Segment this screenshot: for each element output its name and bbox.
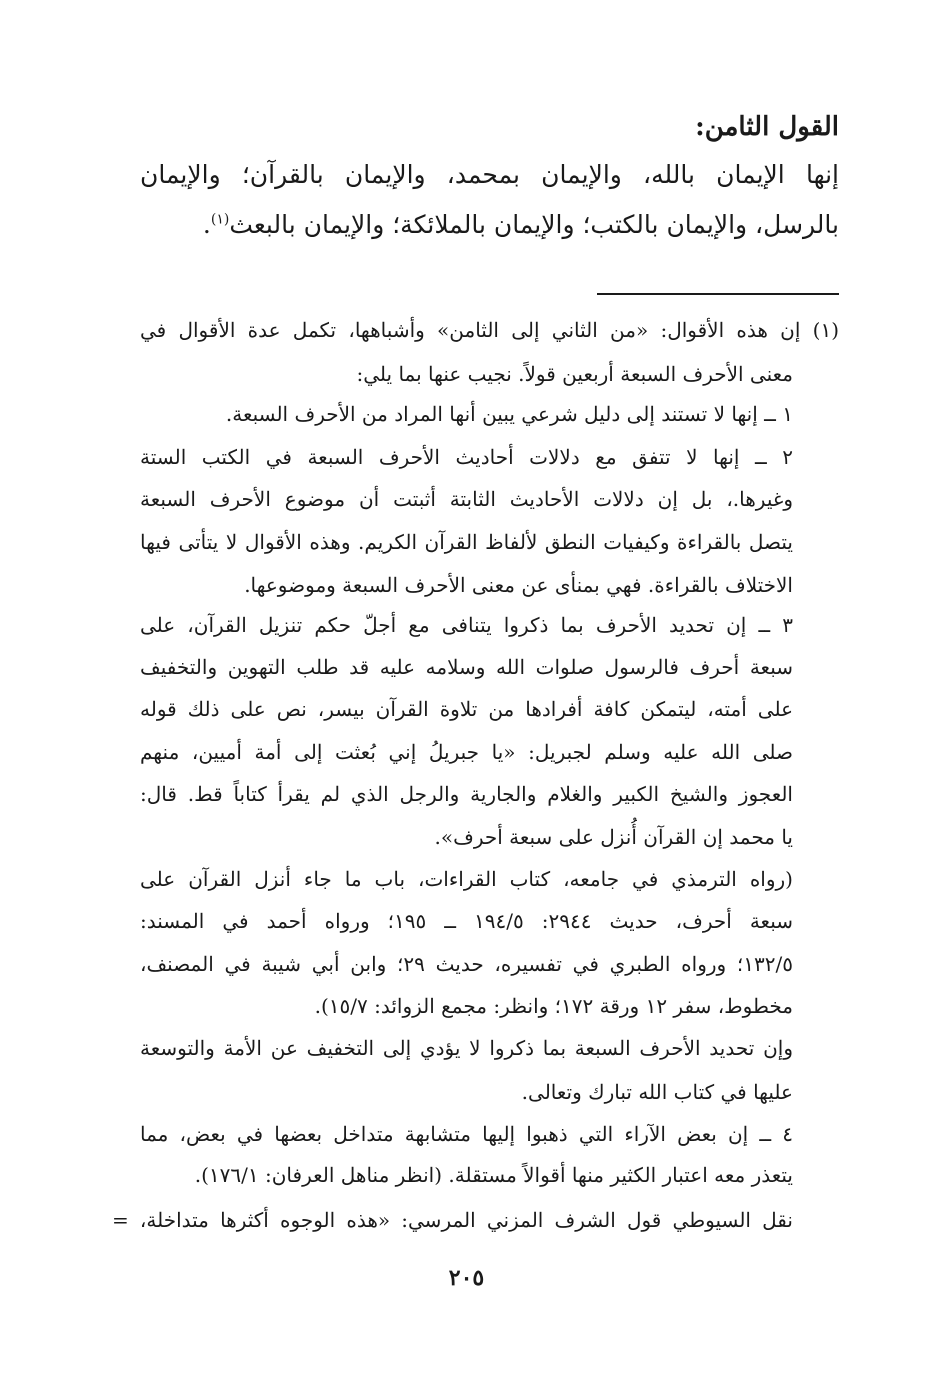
footnote-line: ٢ ــ إنها لا تتفق مع دلالات أحاديث الأحرف السبعة في الكتب الستة (140, 445, 793, 469)
footnote-line: الاختلاف بالقراءة. فهي بمنأى عن معنى الأحرف السبعة وموضوعها. (244, 573, 793, 597)
footnote-line: صلى الله عليه وسلم لجبريل: «يا جبريلُ إني بُعثت إلى أمة أميين، منهم (140, 740, 793, 764)
footnote-line: يتصل بالقراءة وكيفيات النطق لألفاظ القرآن الكريم. وهذه الأقوال لا يتأتى فيها (140, 530, 793, 554)
footnote-line: وغيرها.، بل إن دلالات الأحاديث الثابتة أثبتت أن موضوع الأحرف السبعة (140, 487, 793, 511)
footnote-line: معنى الأحرف السبعة أربعين قولاً. نجيب عنها بما يلي: (356, 362, 793, 386)
footnote-line: ٣ ــ إن تحديد الأحرف بما ذكروا يتنافى مع أجلّ حكم تنزيل القرآن، على (140, 613, 793, 637)
footnote-line: ١ ــ إنها لا تستند إلى دليل شرعي يبين أنها المراد من الأحرف السبعة. (225, 402, 793, 426)
main-text-line-2 (140, 210, 839, 239)
footnote-line: سبعة أحرف فالرسول صلوات الله وسلامه عليه قد طلب التهوين والتخفيف (140, 655, 793, 679)
footnote-line: يا محمد إن القرآن أُنزل على سبعة أحرف». (434, 825, 793, 849)
footnote-line: عليها في كتاب الله تبارك وتعالى. (521, 1080, 793, 1104)
footnote-line: يتعذر معه اعتبار الكثير منها أقوالاً مستقلة. (انظر مناهل العرفان: ١٧٦/١). (194, 1163, 793, 1187)
footnote-line: مخطوط، سفر ١٢ ورقة ١٧٢؛ وانظر: مجمع الزوائد: ١٥/٧). (314, 994, 793, 1018)
main-text-line-2-body: بالرسل، والإيمان بالكتب؛ والإيمان بالملائكة؛ والإيمان بالبعث (229, 210, 839, 239)
footnote-line: وإن تحديد الأحرف السبعة بما ذكروا لا يؤدي إلى التخفيف عن الأمة والتوسعة (140, 1036, 793, 1060)
footnote-line: العجوز والشيخ الكبير والغلام والجارية والرجل الذي لم يقرأ كتاباً قط. قال: (140, 782, 793, 806)
main-text-line-1: إنها الإيمان بالله، والإيمان بمحمد، والإيمان بالقرآن؛ والإيمان (140, 160, 839, 189)
footnote-separator (597, 293, 839, 295)
footnote-reference: (١) (210, 211, 230, 228)
footnote-line: (رواه الترمذي في جامعه، كتاب القراءات، باب ما جاء أنزل القرآن على (140, 867, 793, 891)
main-text-end-mark: . (202, 210, 211, 239)
page-number: ٢٠٥ (448, 1265, 485, 1291)
footnote-line: ١٣٢/٥؛ ورواه الطبري في تفسيره، حديث ٢٩؛ وابن أبي شيبة في المصنف، (140, 952, 793, 976)
footnote-line: سبعة أحرف، حديث ٢٩٤٤: ١٩٤/٥ ــ ١٩٥؛ ورواه أحمد في المسند: (140, 909, 793, 933)
section-heading: القول الثامن: (695, 112, 839, 142)
footnote-line: على أمته، ليتمكن كافة أفرادها من تلاوة القرآن بيسر، نص على ذلك قوله (140, 697, 793, 721)
footnote-line: نقل السيوطي قول الشرف المزني المرسي: «هذه الوجوه أكثرها متداخلة، = (112, 1208, 793, 1232)
footnote-line: (١) إن هذه الأقوال: «من الثاني إلى الثامن» وأشباهها، تكمل عدة الأقوال في (140, 318, 839, 342)
footnote-line: ٤ ــ إن بعض الآراء التي ذهبوا إليها متشابهة متداخل بعضها في بعض، مما (140, 1122, 793, 1146)
